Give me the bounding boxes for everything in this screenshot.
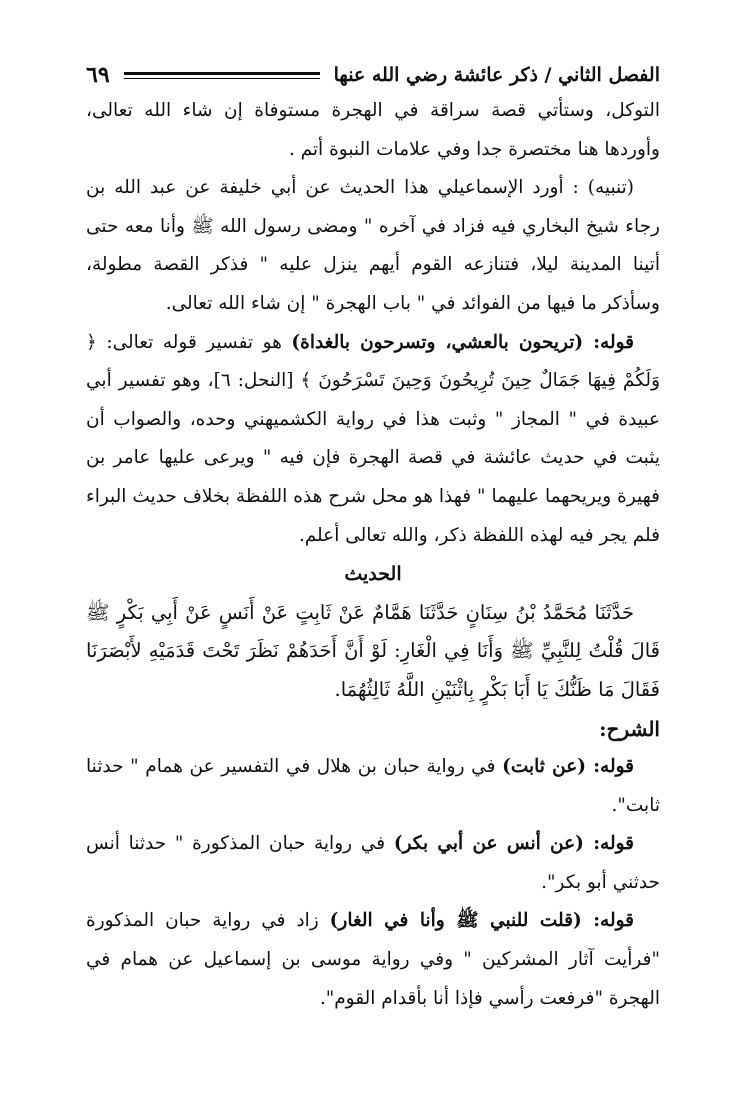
paragraph-tanbih: (تنبيه) : أورد الإسماعيلي هذا الحديث عن أبي خليفة عن عبد الله بن رجاء شيخ البخاري فيه فزاد في آخره " ومضى رسول الله ﷺ وأنا معه حتى أتينا المدينة ليلا، فتنازعه القوم أيهم ينزل عليه " فذكر القصة مطولة، وسأذكر ما فيها من الفوائد في " باب الهجرة " إن شاء الله تعالى. [86,177,660,314]
hadith-heading: الحديث [344,563,402,586]
header-rule [124,72,320,79]
sharh-heading: الشرح: [599,716,660,741]
page-number: ٦٩ [86,62,110,88]
qawluh-label: قوله: (تريحون بالعشي، وتسرحون بالغداة) [291,331,634,353]
page-body [86,92,660,1018]
qawluh-text: هو تفسير قوله تعالى: ﴿ وَلَكُمْ فِيهَا جَمَالٌ حِينَ تُرِيحُونَ وَحِينَ تَسْرَحُونَ ﴾ [النحل: ٦]، وهو تفسير أبي عبيدة في " المجاز " وثبت هذا في رواية الكشميهني وحده، والصواب أن يثبت في حديث عائشة في قصة الهجرة فإن فيه " ويرعى عليها عامر بن فهيرة ويريحهما عليهما " فهذا هو محل شرح هذه اللفظة بخلاف حديث البراء فلم يجر فيه لهذه اللفظة ذكر، والله تعالى أعلم. [86,331,660,546]
chapter-title: الفصل الثاني / ذكر عائشة رضي الله عنها [333,64,660,86]
commentary-label: قوله: (عن ثابت) [502,756,634,778]
commentary-label: قوله: (قلت للنبي ﷺ وأنا في الغار) [329,910,634,932]
commentary-text: زاد في رواية حبان المذكورة "فرأيت آثار المشركين " وفي رواية موسى بن إسماعيل عن همام في الهجرة "فرفعت رأسي فإذا أنا بأقدام القوم". [86,910,660,1009]
hadith-text: حَدَّثَنَا مُحَمَّدُ بْنُ سِنَانٍ حَدَّثَنَا هَمَّامٌ عَنْ ثَابِتٍ عَنْ أَنَسٍ عَنْ أَبِي بَكْرٍ ﷺ قَالَ قُلْتُ لِلنَّبِيِّ ﷺ وَأَنَا فِي الْغَارِ: لَوْ أَنَّ أَحَدَهُمْ نَظَرَ تَحْتَ قَدَمَيْهِ لأَبْصَرَنَا فَقَالَ مَا ظَنُّكَ يَا أَبَا بَكْرٍ بِاثْنَيْنِ اللَّهُ ثَالِثُهُمَا. [86,600,660,701]
commentary-2 [86,825,660,902]
paragraph-qawluh-1 [86,324,660,556]
commentary-text: في رواية حبان بن هلال في التفسير عن همام " حدثنا ثابت". [86,756,660,816]
commentary-label: قوله: (عن أنس عن أبي بكر) [393,833,634,855]
running-header [86,58,660,92]
paragraph-1: التوكل، وستأتي قصة سراقة في الهجرة مستوفاة إن شاء الله تعالى، وأوردها هنا مختصرة جدا وفي علامات النبوة أتم . [86,100,660,160]
commentary-text: في رواية حبان المذكورة " حدثنا أنس حدثني أبو بكر". [86,833,660,893]
commentary-3 [86,902,660,1018]
commentary-1 [86,748,660,825]
